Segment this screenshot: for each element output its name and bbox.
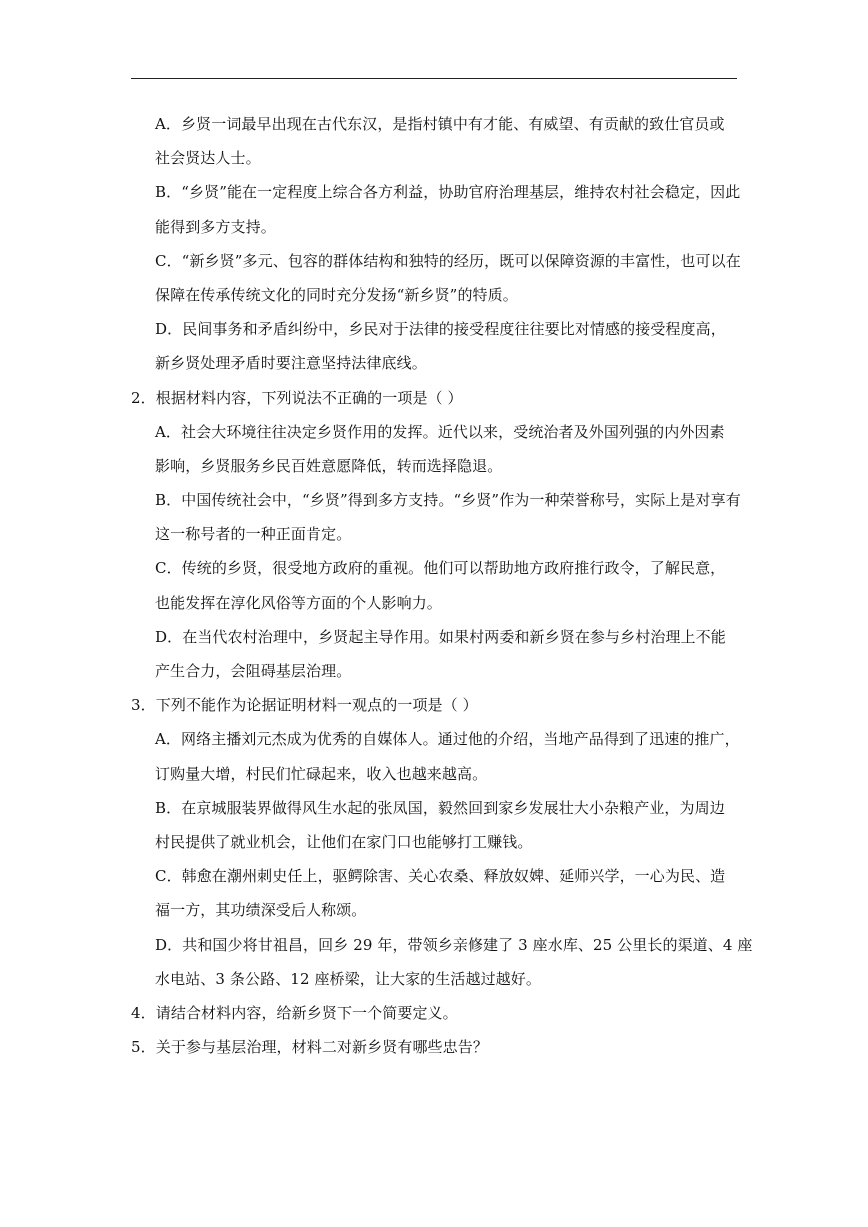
option-text-line: 保障在传承传统文化的同时充分发扬“新乡贤”的特质。	[155, 285, 518, 304]
page-header-rule	[131, 78, 737, 79]
option-text-line: A．社会大环境往往决定乡贤作用的发挥。近代以来，受统治者及外国列强的内外因素	[155, 422, 725, 441]
question-stem: 2．根据材料内容，下列说法不正确的一项是（ ）	[131, 388, 463, 407]
option-text-line: 订购量大增，村民们忙碌起来，收入也越来越高。	[155, 764, 488, 783]
option-text-line: 新乡贤处理矛盾时要注意坚持法律底线。	[155, 354, 427, 373]
q2-option-b	[131, 483, 751, 551]
option-text-line: 也能发挥在淳化风俗等方面的个人影响力。	[155, 593, 442, 612]
option-text-line: D．共和国少将甘祖昌，回乡 29 年，带领乡亲修建了 3 座水库、25 公里长的渠道、4 座	[155, 935, 753, 954]
q2-option-c	[131, 551, 751, 619]
option-text-line: B．中国传统社会中，“乡贤”得到多方支持。“乡贤”作为一种荣誉称号，实际上是对享有	[155, 491, 741, 510]
question-content	[131, 107, 751, 1064]
option-text-line: 产生合力，会阻碍基层治理。	[155, 662, 352, 680]
question-stem: 5．关于参与基层治理，材料二对新乡贤有哪些忠告？	[131, 1038, 488, 1057]
question-3	[131, 688, 751, 996]
q3-option-b	[131, 791, 751, 859]
option-text-line: 福一方，其功绩深受后人称颂。	[155, 901, 367, 920]
question-4	[131, 996, 751, 1030]
question-stem: 4．请结合材料内容，给新乡贤下一个简要定义。	[131, 1003, 458, 1022]
option-text-line: 社会贤达人士。	[155, 149, 261, 168]
option-text-line: B．在京城服装界做得风生水起的张凤国，毅然回到家乡发展壮大小杂粮产业，为周边	[155, 798, 725, 817]
option-text-line: 这一称号者的一种正面肯定。	[155, 525, 352, 544]
option-text-line: 村民提供了就业机会，让他们在家门口也能够打工赚钱。	[155, 832, 533, 851]
q3-option-a	[131, 722, 751, 790]
option-text-line: D．在当代农村治理中，乡贤起主导作用。如果村两委和新乡贤在参与乡村治理上不能	[155, 627, 726, 646]
q1-option-d	[131, 312, 751, 380]
q1-option-b	[131, 175, 751, 243]
option-text-line: C．韩愈在潮州刺史任上，驱鳄除害、关心农桑、释放奴婢、延师兴学，一心为民、造	[155, 867, 726, 886]
option-text-line: C．“新乡贤”多元、包容的群体结构和独特的经历，既可以保障资源的丰富性，也可以在	[155, 251, 741, 270]
option-text-line: C．传统的乡贤，很受地方政府的重视。他们可以帮助地方政府推行政令，了解民意，	[155, 559, 726, 578]
q2-option-a	[131, 415, 751, 483]
option-text-line: 影响，乡贤服务乡民百姓意愿降低，转而选择隐退。	[155, 456, 503, 475]
option-text-line: A．乡贤一词最早出现在古代东汉，是指村镇中有才能、有威望、有贡献的致仕官员或	[155, 115, 725, 133]
q3-option-d	[131, 928, 751, 996]
option-text-line: B．“乡贤”能在一定程度上综合各方利益，协助官府治理基层，维持农村社会稳定，因此	[155, 183, 741, 202]
q3-option-c	[131, 859, 751, 927]
q1-option-a	[131, 107, 751, 175]
option-text-line: A．网络主播刘元杰成为优秀的自媒体人。通过他的介绍，当地产品得到了迅速的推广，	[155, 730, 740, 749]
option-text-line: 能得到多方支持。	[155, 217, 276, 236]
option-text-line: 水电站、3 条公路、12 座桥梁，让大家的生活越过越好。	[155, 969, 541, 988]
question-2	[131, 381, 751, 689]
q2-option-d	[131, 620, 751, 688]
q1-option-c	[131, 244, 751, 312]
question-stem: 3．下列不能作为论据证明材料一观点的一项是（ ）	[131, 696, 478, 715]
question-5	[131, 1030, 751, 1064]
option-text-line: D．民间事务和矛盾纠纷中，乡民对于法律的接受程度往往要比对情感的接受程度高，	[155, 320, 726, 339]
